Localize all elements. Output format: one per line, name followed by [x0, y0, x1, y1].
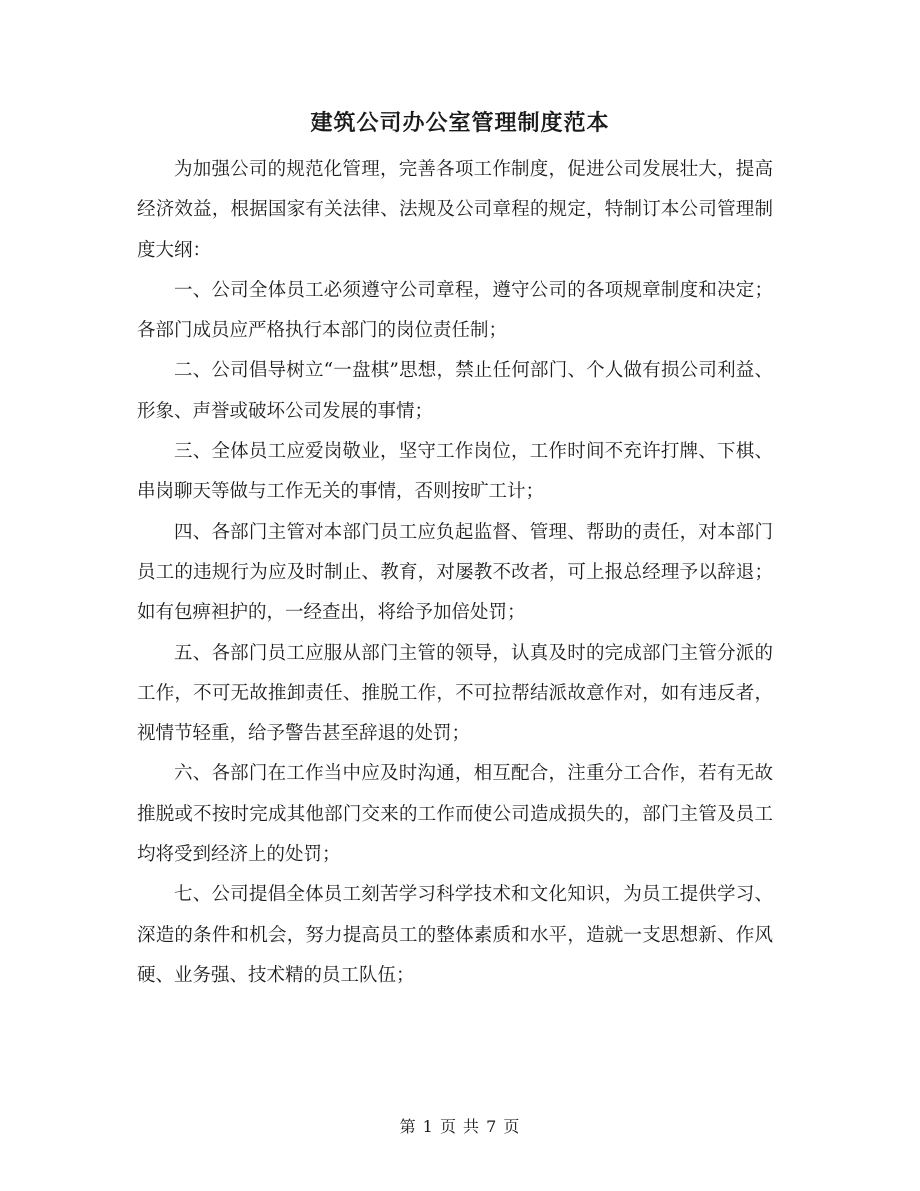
document-body [137, 150, 773, 996]
clause-3: 三、全体员工应爱岗敬业，坚守工作岗位，工作时间不充许打牌、下棋、串岗聊天等做与工作无关的事情，否则按旷工计； [137, 441, 773, 503]
page-number-footer: 第 1 页 共 7 页 [399, 1117, 521, 1136]
intro-paragraph: 为加强公司的规范化管理，完善各项工作制度，促进公司发展壮大，提高经济效益，根据国家有关法律、法规及公司章程的规定，特制订本公司管理制度大纲： [137, 159, 773, 261]
clause-2: 二、公司倡导树立“一盘棋”思想，禁止任何部门、个人做有损公司利益、形象、声誉或破坏公司发展的事情； [137, 360, 773, 422]
clause-7: 七、公司提倡全体员工刻苦学习科学技术和文化知识，为员工提供学习、深造的条件和机会，努力提高员工的整体素质和水平，造就一支思想新、作风硬、业务强、技术精的员工队伍； [137, 884, 773, 986]
clause-1: 一、公司全体员工必须遵守公司章程，遵守公司的各项规章制度和决定；各部门成员应严格执行本部门的岗位责任制； [137, 279, 773, 342]
clause-4: 四、各部门主管对本部门员工应负起监督、管理、帮助的责任，对本部门员工的违规行为应及时制止、教育，对屡教不改者，可上报总经理予以辞退；如有包痹袒护的，一经查出，将给予加倍处罚； [137, 521, 773, 624]
document-title: 建筑公司办公室管理制度范本 [310, 110, 610, 136]
clause-6: 六、各部门在工作当中应及时沟通，相互配合，注重分工合作，若有无故推脱或不按时完成其他部门交来的工作而使公司造成损失的，部门主管及员工均将受到经济上的处罚； [137, 763, 773, 866]
clause-5: 五、各部门员工应服从部门主管的领导，认真及时的完成部门主管分派的工作，不可无故推卸责任、推脱工作，不可拉帮结派故意作对，如有违反者，视情节轻重，给予警告甚至辞退的处罚； [137, 642, 773, 745]
